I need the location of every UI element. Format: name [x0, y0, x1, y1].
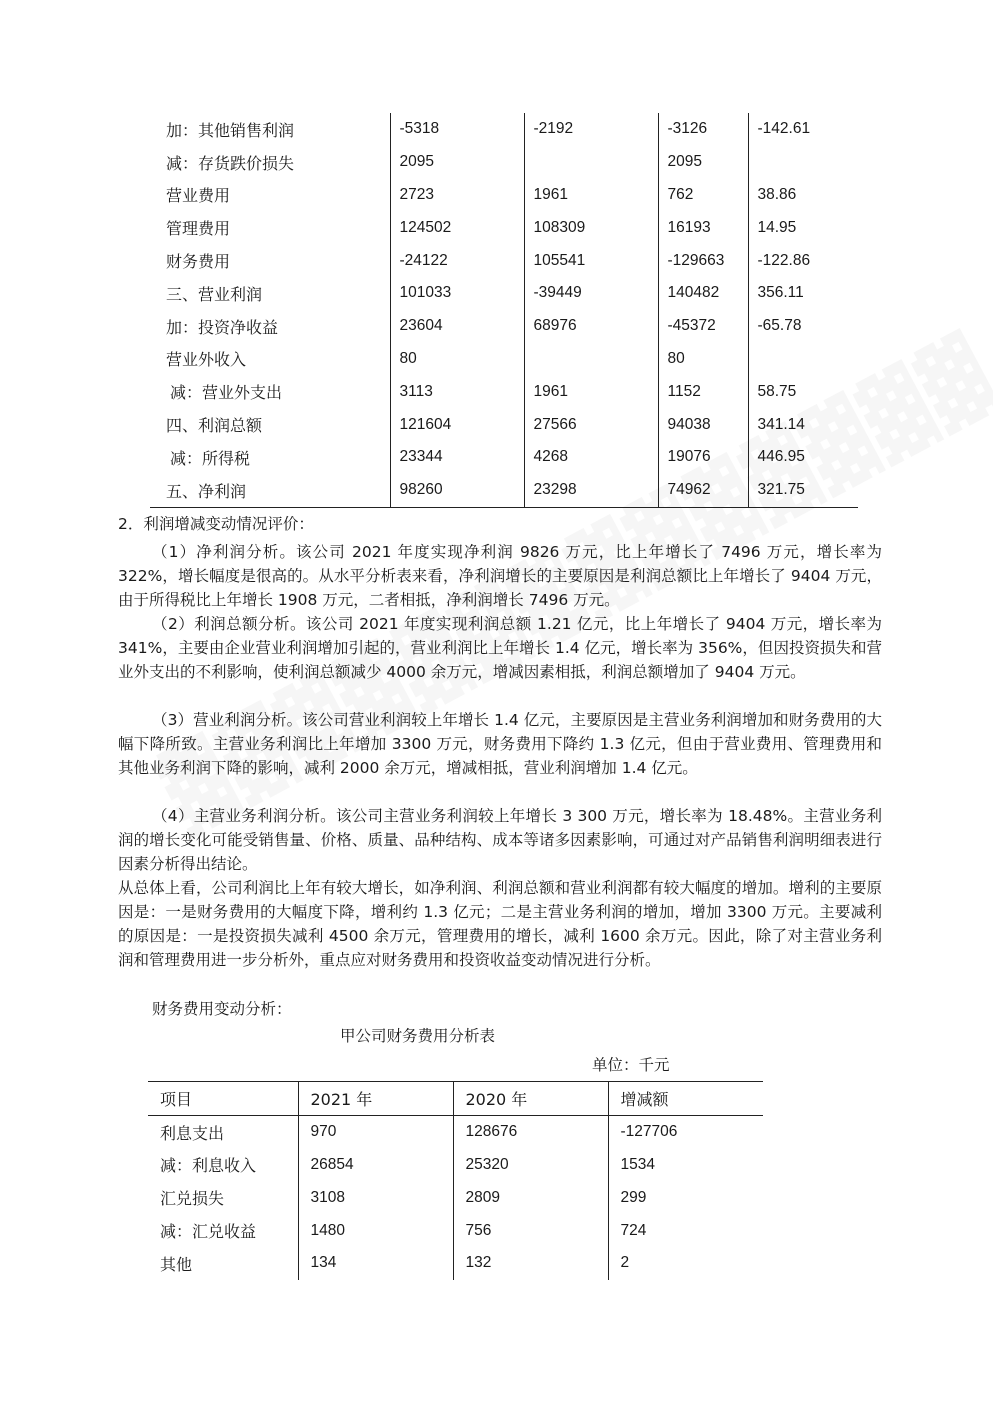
finance-subheading: 财务费用变动分析： [152, 1000, 292, 1018]
paragraph-main-business-profit: （4）主营业务利润分析。该公司主营业务利润较上年增长 3 300 万元，增长率为 18.48%。主营业务利润的增长变化可能受销售量、价格、质量、品种结构、成本等诸多因素影响，可通过对产品销售利润明细表进行因素分析得出结论。 [118, 807, 882, 873]
row-label: 汇兑损失 [160, 1189, 225, 1209]
cell-value: 446.95 [748, 441, 858, 474]
row-label: 五、净利润 [150, 474, 390, 507]
cell-value: 756 [453, 1214, 608, 1247]
cell-value: 27566 [524, 408, 658, 441]
cell-value: -3126 [658, 113, 748, 146]
cell-value: 108309 [524, 211, 658, 244]
cell-value: 16193 [658, 211, 748, 244]
table-row [150, 441, 858, 474]
cell-value: 132 [453, 1247, 608, 1280]
row-label: 管理费用 [166, 219, 231, 239]
row-label: 营业费用 [166, 186, 231, 206]
paragraph-total-profit: （2）利润总额分析。该公司 2021 年度实现利润总额 1.21 亿元，比上年增长了 9404 万元，增长率为 341%，主要由企业营业利润增加引起的，营业利润比上年增长 1.4 亿元，增长率为 356%，但因投资损失和营业外支出的不利影响，使利润总额减少 4000 余万元，增减因素相抵，利润总额增加了 9404 万元。 [118, 615, 882, 681]
cell-value [748, 146, 858, 179]
cell-value: 1961 [524, 375, 658, 408]
table-row [150, 113, 858, 146]
cell-value: 2809 [453, 1181, 608, 1214]
table-row [150, 474, 858, 507]
cell-value: -127706 [608, 1115, 763, 1148]
cell-value: 94038 [658, 408, 748, 441]
row-label: 四、利润总额 [166, 416, 263, 436]
row-label: 营业外收入 [166, 350, 247, 370]
cell-value: 3113 [390, 375, 524, 408]
cell-value: 3108 [298, 1181, 453, 1214]
row-label: 加：投资净收益 [166, 317, 279, 337]
table-row [150, 408, 858, 441]
cell-value: 2095 [658, 146, 748, 179]
cell-value [524, 146, 658, 179]
cell-value: 98260 [390, 474, 524, 507]
row-label: 利息支出 [160, 1123, 225, 1143]
cell-value: -5318 [390, 113, 524, 146]
cell-value: 1152 [658, 375, 748, 408]
cell-value: 2723 [390, 179, 524, 212]
cell-value: 299 [608, 1181, 763, 1214]
row-label: 其他 [160, 1254, 193, 1274]
cell-value: 25320 [453, 1149, 608, 1182]
cell-value: 356.11 [748, 277, 858, 310]
cell-value: -45372 [658, 310, 748, 343]
table-unit: 单位：千元 [592, 1056, 670, 1074]
cell-value: -24122 [390, 244, 524, 277]
table-row [150, 211, 858, 244]
cell-value: 26854 [298, 1149, 453, 1182]
row-label: 减：利息收入 [160, 1156, 257, 1176]
cell-value: 74962 [658, 474, 748, 507]
header-2020: 2020 年 [453, 1082, 608, 1116]
table-row [150, 277, 858, 310]
table-row [150, 244, 858, 277]
cell-value: 124502 [390, 211, 524, 244]
cell-value: 68976 [524, 310, 658, 343]
table-row [150, 179, 858, 212]
cell-value: -122.86 [748, 244, 858, 277]
table-row [150, 146, 858, 179]
cell-value: 19076 [658, 441, 748, 474]
header-2021: 2021 年 [298, 1082, 453, 1116]
cell-value [748, 343, 858, 376]
cell-value: 58.75 [748, 375, 858, 408]
paragraph-operating-profit: （3）营业利润分析。该公司营业利润较上年增长 1.4 亿元，主要原因是主营业务利润增加和财务费用的大幅下降所致。主营业务利润比上年增加 3300 万元，财务费用下降约 1.3 亿元，但由于营业费用、管理费用和其他业务利润下降的影响，减利 2000 余万元，增减相抵，营业利润增加 1.4 亿元。 [118, 711, 882, 777]
row-label: 减：汇兑收益 [160, 1222, 257, 1242]
row-label: 减：所得税 [170, 448, 251, 468]
table-row [148, 1115, 763, 1148]
table-row [148, 1181, 763, 1214]
cell-value: 321.75 [748, 474, 858, 507]
cell-value: 128676 [453, 1115, 608, 1148]
cell-value: 105541 [524, 244, 658, 277]
cell-value: 101033 [390, 277, 524, 310]
row-label: 减：营业外支出 [170, 383, 283, 403]
cell-value: 4268 [524, 441, 658, 474]
cell-value: 140482 [658, 277, 748, 310]
cell-value: 1961 [524, 179, 658, 212]
cell-value: 1534 [608, 1149, 763, 1182]
cell-value: -39449 [524, 277, 658, 310]
cell-value: 38.86 [748, 179, 858, 212]
cell-value: 23604 [390, 310, 524, 343]
table-row [148, 1247, 763, 1280]
header-item: 项目 [148, 1082, 298, 1116]
cell-value: -65.78 [748, 310, 858, 343]
table-caption: 甲公司财务费用分析表 [340, 1027, 496, 1045]
cell-value: 341.14 [748, 408, 858, 441]
table-header-row [148, 1082, 763, 1116]
cell-value: 724 [608, 1214, 763, 1247]
cell-value: 23344 [390, 441, 524, 474]
table-row [150, 343, 858, 376]
cell-value: 970 [298, 1115, 453, 1148]
cell-value: 121604 [390, 408, 524, 441]
table-row [148, 1214, 763, 1247]
row-label: 加：其他销售利润 [166, 120, 295, 140]
cell-value: 80 [390, 343, 524, 376]
cell-value: 1480 [298, 1214, 453, 1247]
row-label: 三、营业利润 [166, 284, 263, 304]
paragraph-summary: 从总体上看，公司利润比上年有较大增长，如净利润、利润总额和营业利润都有较大幅度的增加。增利的主要原因是：一是财务费用的大幅度下降，增利约 1.3 亿元；二是主营业务利润的增加，增加 3300 万元。主要减利的原因是：一是投资损失减利 4500 余万元，管理费用的增长，减利 1600 余万元。因此，除了对主营业务利润和管理费用进一步分析外，重点应对财务费用和投资收益变动情况进行分析。 [118, 879, 882, 969]
section-heading: 2．利润增减变动情况评价： [118, 515, 314, 533]
cell-value: 762 [658, 179, 748, 212]
table-row [150, 310, 858, 343]
cell-value: -2192 [524, 113, 658, 146]
cell-value: 2 [608, 1247, 763, 1280]
finance-expense-table [148, 1081, 763, 1280]
row-label: 财务费用 [166, 252, 231, 272]
cell-value: 134 [298, 1247, 453, 1280]
cell-value [524, 343, 658, 376]
paragraph-net-profit: （1）净利润分析。该公司 2021 年度实现净利润 9826 万元，比上年增长了 7496 万元，增长率为 322%，增长幅度是很高的。从水平分析表来看，净利润增长的主要原因是利润总额比上年增长了 9404 万元，由于所得税比上年增长 1908 万元，二者相抵，净利润增长 7496 万元。 [118, 543, 882, 609]
cell-value: 23298 [524, 474, 658, 507]
profit-horizontal-analysis-table [150, 113, 858, 508]
row-label: 减：存货跌价损失 [166, 153, 295, 173]
cell-value: -142.61 [748, 113, 858, 146]
table-row [150, 375, 858, 408]
cell-value: 2095 [390, 146, 524, 179]
header-change: 增减额 [608, 1082, 763, 1116]
table-row [148, 1149, 763, 1182]
cell-value: 80 [658, 343, 748, 376]
cell-value: -129663 [658, 244, 748, 277]
cell-value: 14.95 [748, 211, 858, 244]
